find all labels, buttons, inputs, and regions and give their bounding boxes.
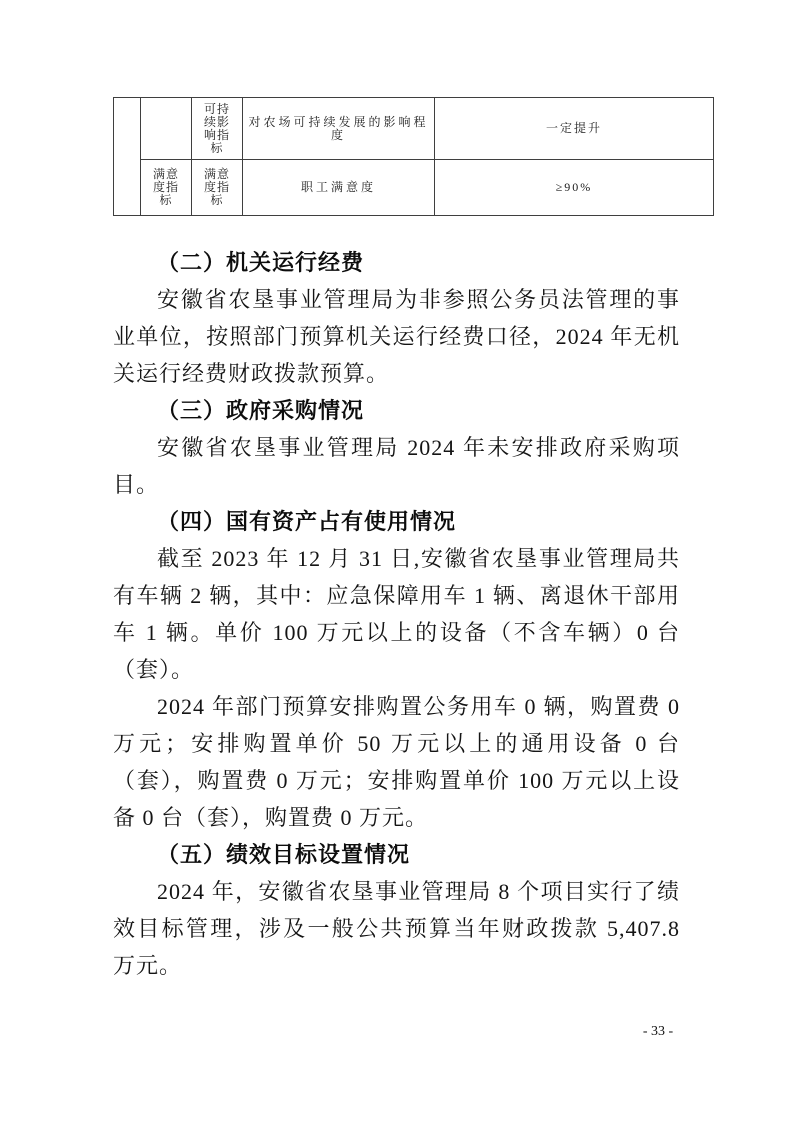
table-cell-indicator-value: ≥90% <box>435 160 714 216</box>
document-body <box>113 244 680 984</box>
table-cell-group-continued <box>141 98 192 160</box>
section-heading-3: （三）政府采购情况 <box>157 398 365 423</box>
section-heading-5: （五）绩效目标设置情况 <box>157 842 411 867</box>
table-cell-group: 满意度指标 <box>141 160 192 216</box>
performance-indicator-table <box>113 97 714 216</box>
table-cell-indicator-type: 满意度指标 <box>192 160 243 216</box>
paragraph: 安徽省农垦事业管理局为非参照公务员法管理的事业单位，按照部门预算机关运行经费口径，2024 年无机关运行经费财政拨款预算。 <box>113 287 680 386</box>
table-cell-category-continued <box>114 98 141 216</box>
section-heading-2: （二）机关运行经费 <box>157 250 365 275</box>
page-number: - 33 - <box>642 1024 674 1039</box>
table-cell-indicator-type: 可持续影响指标 <box>192 98 243 160</box>
table-cell-indicator-name: 职工满意度 <box>243 160 435 216</box>
section-heading-4: （四）国有资产占有使用情况 <box>157 509 457 534</box>
table-row <box>114 98 714 160</box>
table-cell-indicator-value: 一定提升 <box>435 98 714 160</box>
paragraph: 2024 年部门预算安排购置公务用车 0 辆，购置费 0 万元；安排购置单价 50 万元以上的通用设备 0 台（套），购置费 0 万元；安排购置单价 100 万元以上设备 0 台（套），购置费 0 万元。 <box>113 694 680 830</box>
table-cell-indicator-name: 对农场可持续发展的影响程度 <box>243 98 435 160</box>
paragraph: 2024 年，安徽省农垦事业管理局 8 个项目实行了绩效目标管理，涉及一般公共预算当年财政拨款 5,407.8 万元。 <box>113 879 680 978</box>
paragraph: 安徽省农垦事业管理局 2024 年未安排政府采购项目。 <box>113 435 680 497</box>
paragraph: 截至 2023 年 12 月 31 日,安徽省农垦事业管理局共有车辆 2 辆，其中：应急保障用车 1 辆、离退休干部用车 1 辆。单价 100 万元以上的设备（不含车辆）0 台（套）。 <box>113 546 680 682</box>
table-row <box>114 160 714 216</box>
